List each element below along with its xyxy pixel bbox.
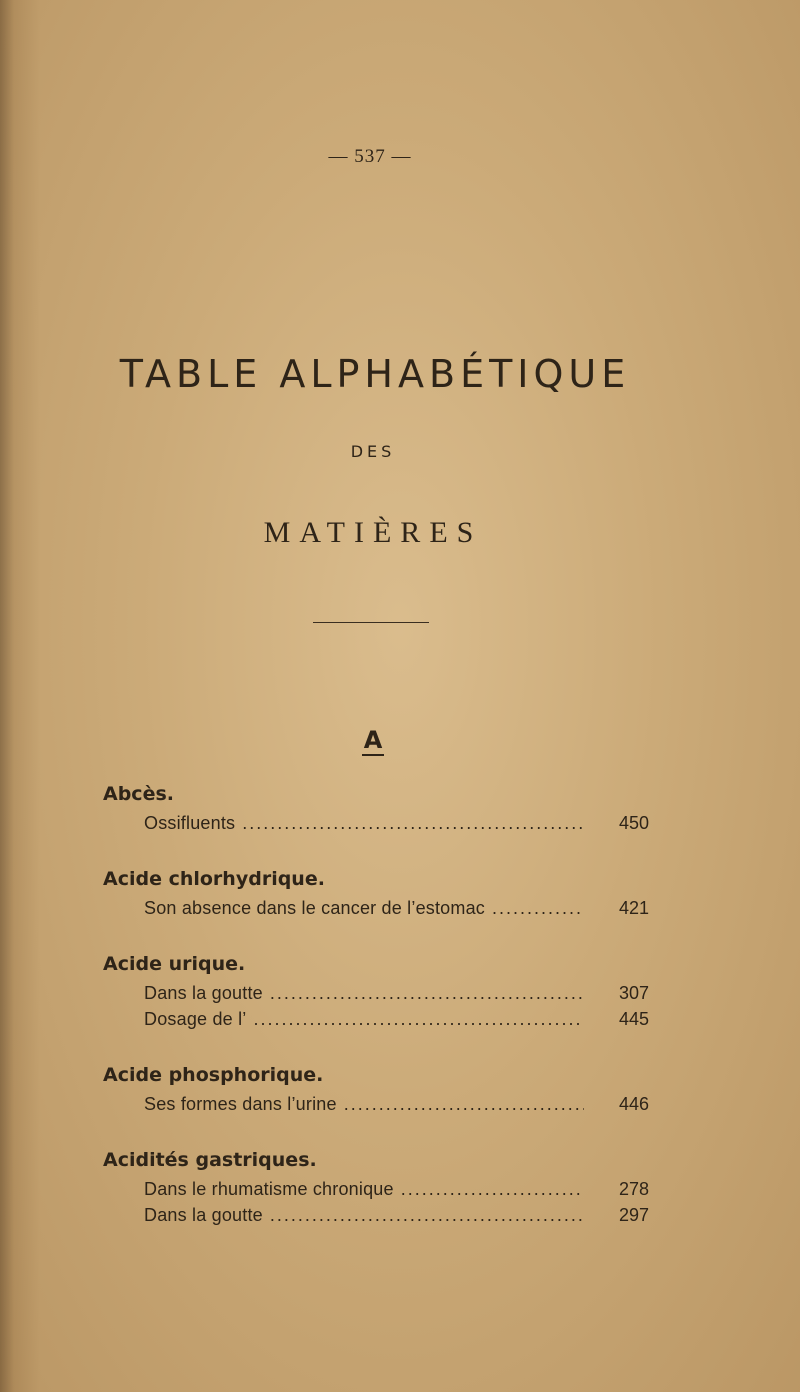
entry-page: 446: [619, 1094, 650, 1114]
page-title: TABLE ALPHABÉTIQUE: [119, 352, 631, 396]
index-group: [103, 863, 663, 921]
entry-item: [103, 895, 663, 921]
entry-item: [103, 980, 663, 1006]
index-group: [103, 778, 663, 836]
section-letter-text: A: [363, 726, 383, 754]
entry-label: Dans le rhumatisme chronique .....: [144, 1176, 584, 1202]
entry-label: Dosage de l’ .....: [144, 1006, 584, 1032]
entry-page: 278: [619, 1179, 650, 1199]
entry-label: Dans la goutte .....: [144, 1202, 584, 1228]
entry-page: 297: [619, 1205, 650, 1225]
subtitle-matieres: MATIÈRES: [263, 516, 483, 549]
subtitle-des: DES: [350, 442, 396, 461]
index-group: [103, 1144, 663, 1228]
divider-rule: [313, 622, 429, 623]
page-number: — 537 —: [328, 146, 412, 167]
entry-label: Ossifluents .....: [144, 810, 584, 836]
entry-page: 421: [619, 898, 650, 918]
entry-item: [103, 1202, 663, 1228]
entry-page: 307: [619, 983, 650, 1003]
entry-item: [103, 1006, 663, 1032]
entry-heading: Abcès.: [103, 783, 174, 805]
entry-item: [103, 1091, 663, 1117]
entry-item: [103, 810, 663, 836]
entry-heading: Acide phosphorique.: [103, 1064, 324, 1086]
entry-label: Ses formes dans l’urine .....: [144, 1091, 584, 1117]
entry-label: Dans la goutte .....: [144, 980, 584, 1006]
entry-heading: Acidités gastriques.: [103, 1149, 317, 1171]
entry-heading: Acide urique.: [103, 953, 246, 975]
index-group: [103, 1059, 663, 1117]
entry-label: Son absence dans le cancer de l’estomac .....: [144, 895, 584, 921]
entry-page: 445: [619, 1009, 650, 1029]
index-group: [103, 948, 663, 1032]
index-entries: [103, 778, 663, 1255]
entry-heading: Acide chlorhydrique.: [103, 868, 325, 890]
section-letter: [0, 726, 746, 754]
entry-item: [103, 1176, 663, 1202]
entry-page: 450: [619, 813, 650, 833]
